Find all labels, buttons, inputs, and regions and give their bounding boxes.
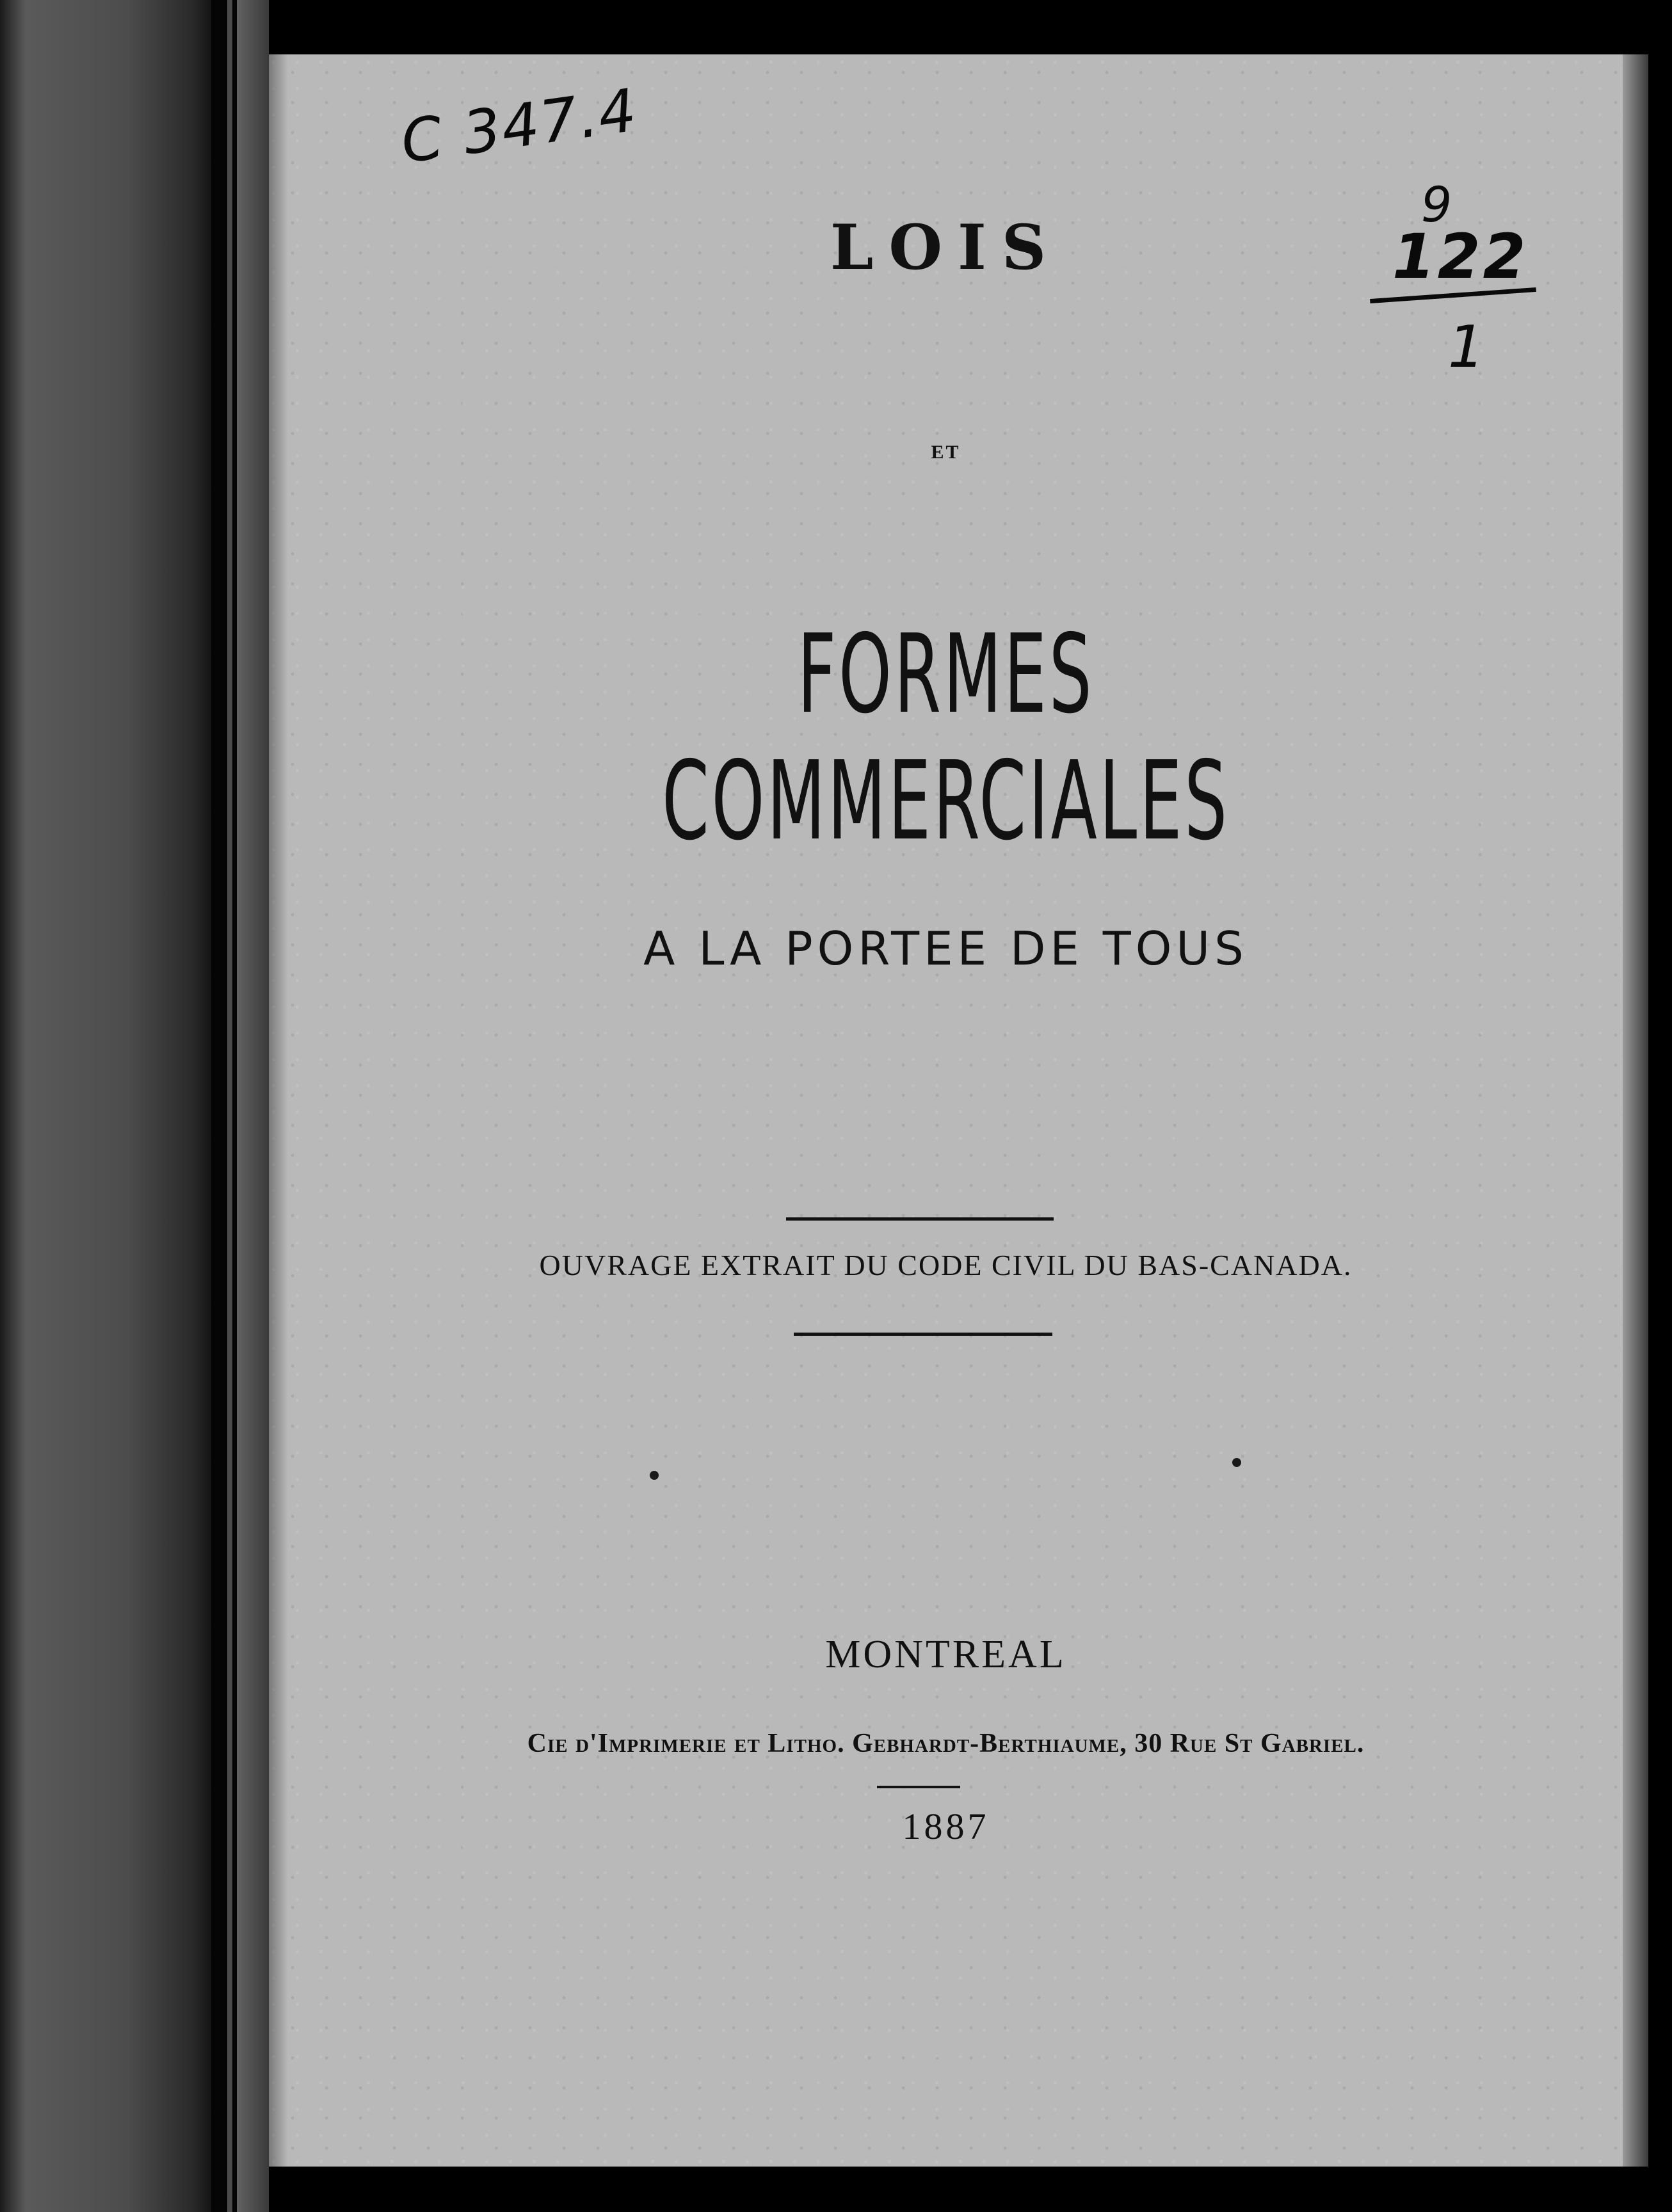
tagline: A LA PORTEE DE TOUS: [643, 922, 1248, 975]
title-page: [269, 54, 1623, 2167]
divider-bottom: [794, 1333, 1052, 1336]
main-title: FORMES COMMERCIALES: [662, 611, 1230, 865]
subtitle: OUVRAGE EXTRAIT DU CODE CIVIL DU BAS-CANADA.: [539, 1249, 1353, 1281]
spine-thread: [227, 0, 232, 2212]
handwritten-shelf-number: 122: [1392, 221, 1529, 293]
handwritten-call-number: C 347.4: [397, 76, 642, 177]
handwritten-sub-number: 1: [1448, 314, 1485, 381]
divider-top: [786, 1217, 1054, 1221]
spine-binding-band: [211, 0, 237, 2212]
ink-speck: [650, 1471, 659, 1480]
ink-speck: [1232, 1458, 1241, 1467]
divider-year: [877, 1786, 960, 1788]
page-title: LOIS: [830, 211, 1062, 284]
publication-city: MONTREAL: [825, 1633, 1066, 1676]
printer-imprint: Cie d'Imprimerie et Litho. Gebhardt-Berthiaume, 30 Rue St Gabriel.: [527, 1729, 1365, 1758]
page-edge: [1623, 54, 1648, 2167]
title-connector: ET: [931, 442, 961, 463]
page-gutter-shadow: [269, 54, 288, 2167]
publication-year: 1887: [902, 1806, 990, 1847]
handwritten-top-right-number: 9: [1421, 176, 1452, 233]
